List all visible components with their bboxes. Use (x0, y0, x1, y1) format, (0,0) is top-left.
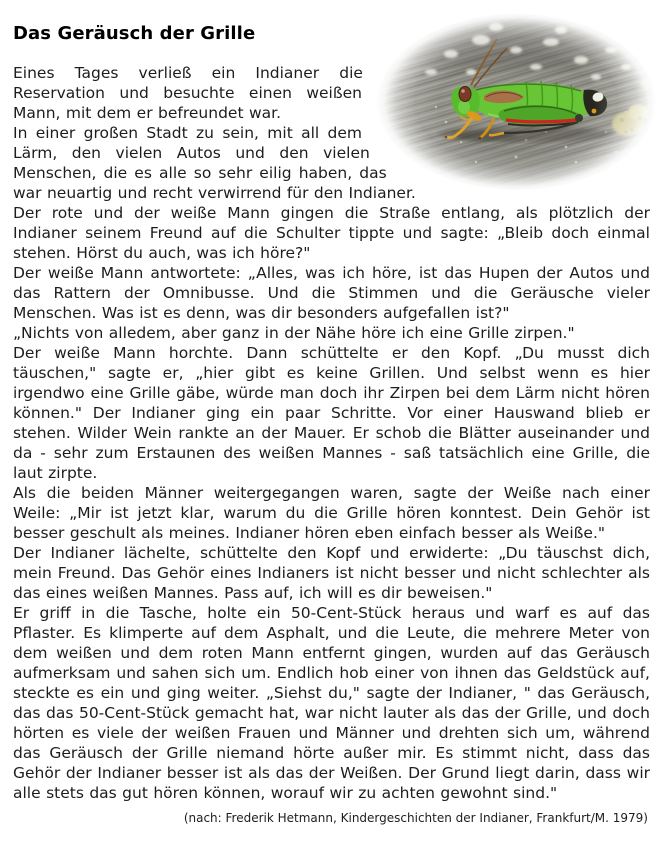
story-paragraph-4: Der weiße Mann antwortete: „Alles, was ich höre, ist das Hupen der Autos und das Rattern der Omnibusse. Und die Stimmen und die Geräusche vieler Menschen. Was ist es denn, was dir besonders aufgefallen ist?" (13, 264, 650, 322)
story-paragraph-2: In einer großen Stadt zu sein, mit all dem Lärm, den vielen Autos und den vielen Menschen, die es alle so sehr eilig haben, das war neuartig und recht verwirrend für den Indianer. (13, 124, 416, 202)
story-paragraph-8: Der Indianer lächelte, schüttelte den Kopf und erwiderte: „Du täuschst dich, mein Freund. Das Gehör eines Indianers ist nicht besser und nicht schlechter als das eines weißen Mannes. Pass auf, ich will es dir beweisen." (13, 544, 650, 602)
story-paragraph-9: Er griff in die Tasche, holte ein 50-Cent-Stück heraus und warf es auf das Pflaster. Es klimperte auf dem Asphalt, und die Leute, die mehrere Meter von dem weißen und dem roten Mann entfernt gingen, wurden auf das Geräusch aufmerksam und sahen sich um. Endlich hob einer von ihnen das Geldstück auf, steckte es ein und ging weiter. „Siehst du," sagte der Indianer, " das Geräusch, das das 50-Cent-Stück gemacht hat, war nicht lauter als das der Grille, und doch hörten es viele der weißen Frauen und Männer und drehten sich um, während das Geräusch der Grille niemand hörte außer mir. Es stimmt nicht, dass das Gehör der Indianer besser ist als das der Weißen. Der Grund liegt darin, dass wir alle stets das gut hören können, worauf wir zu achten gewohnt sind." (13, 604, 650, 802)
grasshopper-photo (376, 12, 657, 192)
story-paragraph-6: Der weiße Mann horchte. Dann schüttelte er den Kopf. „Du musst dich täuschen," sagte er, „hier gibt es keine Grillen. Und selbst wenn es hier irgendwo eine Grille gäbe, würde man doch ihr Zirpen bei dem Lärm nicht hören können." Der Indianer ging ein paar Schritte. Vor einer Hauswand blieb er stehen. Wilder Wein rankte an der Mauer. Er schob die Blätter auseinander und da - sehr zum Erstaunen des weißen Mannes - saß tatsächlich eine Grille, die laut zirpte. (13, 344, 650, 482)
story-paragraph-1: Eines Tages verließ ein Indianer die Reservation und besuchte einen weißen Mann, mit dem er befreundet war. (13, 64, 363, 122)
story-paragraph-7: Als die beiden Männer weitergegangen waren, sagte der Weiße nach einer Weile: „Mir ist jetzt klar, warum du die Grille hören konntest. Dein Gehör ist besser geschult als meines. Indianer hören eben einfach besser als Weiße." (13, 484, 650, 542)
photo-vignette (376, 12, 657, 192)
source-credit: (nach: Frederik Hetmann, Kindergeschichten der Indianer, Frankfurt/M. 1979) (183, 811, 648, 825)
story-paragraph-3: Der rote und der weiße Mann gingen die Straße entlang, als plötzlich der Indianer seinem Freund auf die Schulter tippte und sagte: „Bleib doch einmal stehen. Hörst du auch, was ich höre?" (13, 204, 650, 262)
page-title: Das Geräusch der Grille (13, 23, 256, 44)
story-paragraph-5: „Nichts von alledem, aber ganz in der Nähe höre ich eine Grille zirpen." (13, 324, 575, 342)
grasshopper-photo-art (376, 12, 657, 192)
